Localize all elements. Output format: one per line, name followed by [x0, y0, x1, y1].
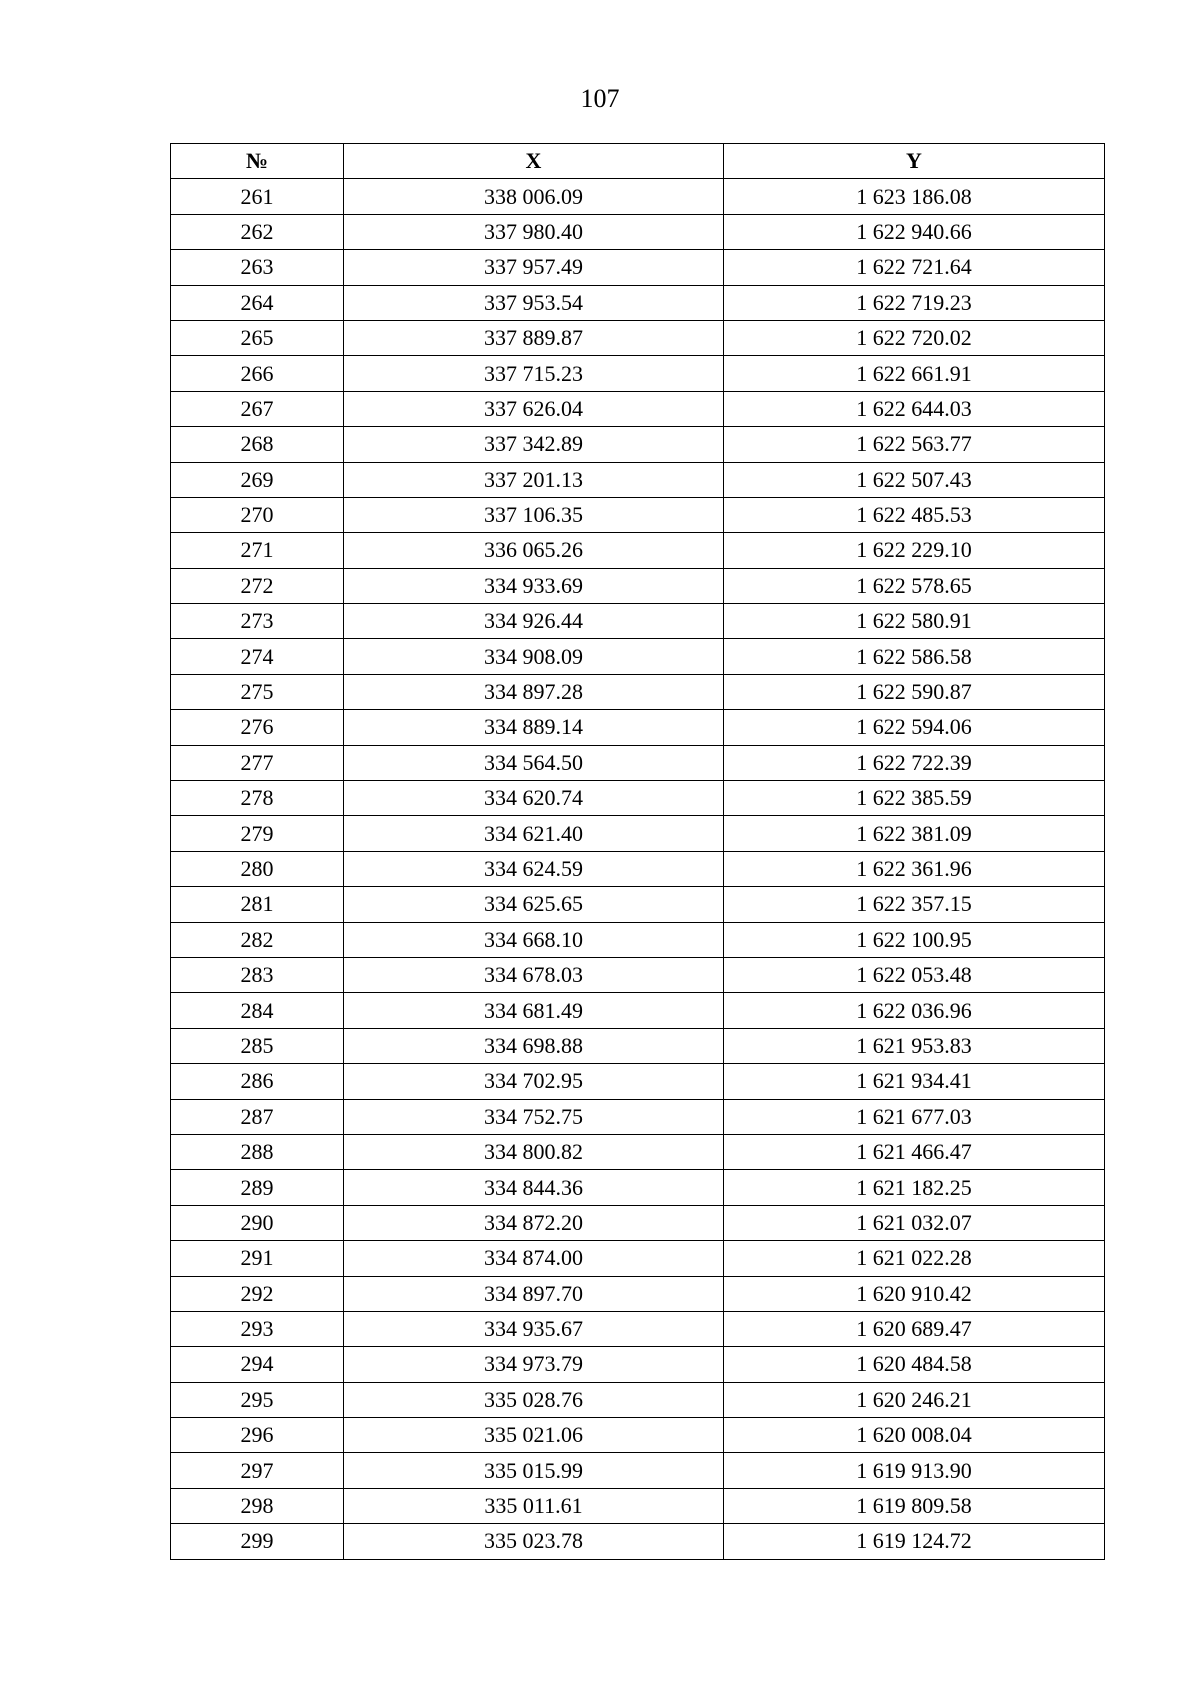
- cell-y: 1 621 466.47: [724, 1134, 1105, 1169]
- cell-x: 334 681.49: [344, 993, 724, 1028]
- cell-x: 334 625.65: [344, 887, 724, 922]
- cell-x: 334 874.00: [344, 1241, 724, 1276]
- cell-x: 334 872.20: [344, 1205, 724, 1240]
- cell-y: 1 621 934.41: [724, 1064, 1105, 1099]
- cell-number: 288: [171, 1134, 344, 1169]
- table-row: [171, 710, 1105, 745]
- table-row: [171, 568, 1105, 603]
- cell-number: 282: [171, 922, 344, 957]
- table-row: [171, 1311, 1105, 1346]
- table-row: [171, 957, 1105, 992]
- header-x: X: [344, 144, 724, 179]
- cell-x: 334 800.82: [344, 1134, 724, 1169]
- cell-y: 1 622 507.43: [724, 462, 1105, 497]
- table-header-row: [171, 144, 1105, 179]
- cell-y: 1 622 053.48: [724, 957, 1105, 992]
- table-row: [171, 1205, 1105, 1240]
- table-row: [171, 1134, 1105, 1169]
- cell-y: 1 622 721.64: [724, 250, 1105, 285]
- cell-y: 1 621 182.25: [724, 1170, 1105, 1205]
- cell-x: 335 021.06: [344, 1418, 724, 1453]
- cell-number: 262: [171, 214, 344, 249]
- cell-x: 337 953.54: [344, 285, 724, 320]
- cell-number: 285: [171, 1028, 344, 1063]
- cell-x: 337 889.87: [344, 320, 724, 355]
- cell-x: 334 889.14: [344, 710, 724, 745]
- cell-y: 1 622 385.59: [724, 781, 1105, 816]
- cell-y: 1 622 720.02: [724, 320, 1105, 355]
- cell-y: 1 620 008.04: [724, 1418, 1105, 1453]
- cell-y: 1 621 022.28: [724, 1241, 1105, 1276]
- coordinates-table: [170, 143, 1105, 1560]
- table-row: [171, 1382, 1105, 1417]
- cell-x: 335 023.78: [344, 1524, 724, 1559]
- cell-number: 273: [171, 604, 344, 639]
- cell-number: 287: [171, 1099, 344, 1134]
- cell-x: 335 015.99: [344, 1453, 724, 1488]
- cell-x: 334 698.88: [344, 1028, 724, 1063]
- cell-number: 269: [171, 462, 344, 497]
- cell-number: 274: [171, 639, 344, 674]
- table-row: [171, 1241, 1105, 1276]
- cell-number: 293: [171, 1311, 344, 1346]
- table-row: [171, 391, 1105, 426]
- cell-number: 297: [171, 1453, 344, 1488]
- cell-y: 1 622 590.87: [724, 674, 1105, 709]
- table-row: [171, 1488, 1105, 1523]
- cell-y: 1 620 246.21: [724, 1382, 1105, 1417]
- table-row: [171, 250, 1105, 285]
- cell-x: 334 702.95: [344, 1064, 724, 1099]
- cell-number: 270: [171, 497, 344, 532]
- cell-x: 337 980.40: [344, 214, 724, 249]
- cell-y: 1 622 357.15: [724, 887, 1105, 922]
- cell-y: 1 622 719.23: [724, 285, 1105, 320]
- header-number: №: [171, 144, 344, 179]
- cell-number: 290: [171, 1205, 344, 1240]
- table-row: [171, 356, 1105, 391]
- cell-y: 1 622 586.58: [724, 639, 1105, 674]
- table-row: [171, 781, 1105, 816]
- table-row: [171, 816, 1105, 851]
- cell-number: 298: [171, 1488, 344, 1523]
- cell-number: 277: [171, 745, 344, 780]
- cell-x: 336 065.26: [344, 533, 724, 568]
- table-row: [171, 1276, 1105, 1311]
- cell-x: 335 011.61: [344, 1488, 724, 1523]
- cell-number: 276: [171, 710, 344, 745]
- cell-number: 283: [171, 957, 344, 992]
- cell-x: 337 626.04: [344, 391, 724, 426]
- table-row: [171, 1524, 1105, 1559]
- cell-y: 1 621 032.07: [724, 1205, 1105, 1240]
- cell-number: 275: [171, 674, 344, 709]
- cell-number: 278: [171, 781, 344, 816]
- cell-x: 334 844.36: [344, 1170, 724, 1205]
- cell-y: 1 619 913.90: [724, 1453, 1105, 1488]
- table-row: [171, 993, 1105, 1028]
- cell-number: 261: [171, 179, 344, 214]
- cell-number: 295: [171, 1382, 344, 1417]
- page-number: 107: [580, 84, 620, 113]
- cell-x: 334 678.03: [344, 957, 724, 992]
- cell-y: 1 619 124.72: [724, 1524, 1105, 1559]
- cell-y: 1 622 100.95: [724, 922, 1105, 957]
- cell-x: 334 933.69: [344, 568, 724, 603]
- cell-number: 266: [171, 356, 344, 391]
- cell-number: 289: [171, 1170, 344, 1205]
- table-row: [171, 1028, 1105, 1063]
- cell-y: 1 621 677.03: [724, 1099, 1105, 1134]
- cell-x: 334 752.75: [344, 1099, 724, 1134]
- cell-y: 1 620 910.42: [724, 1276, 1105, 1311]
- cell-x: 334 973.79: [344, 1347, 724, 1382]
- table-row: [171, 745, 1105, 780]
- cell-number: 299: [171, 1524, 344, 1559]
- cell-x: 338 006.09: [344, 179, 724, 214]
- cell-number: 264: [171, 285, 344, 320]
- cell-y: 1 622 580.91: [724, 604, 1105, 639]
- cell-y: 1 620 689.47: [724, 1311, 1105, 1346]
- cell-number: 279: [171, 816, 344, 851]
- cell-y: 1 622 644.03: [724, 391, 1105, 426]
- cell-y: 1 622 381.09: [724, 816, 1105, 851]
- cell-number: 281: [171, 887, 344, 922]
- cell-x: 337 201.13: [344, 462, 724, 497]
- header-y: Y: [724, 144, 1105, 179]
- cell-x: 334 897.28: [344, 674, 724, 709]
- cell-y: 1 623 186.08: [724, 179, 1105, 214]
- table-row: [171, 179, 1105, 214]
- cell-x: 334 908.09: [344, 639, 724, 674]
- table-row: [171, 922, 1105, 957]
- table-row: [171, 427, 1105, 462]
- table-row: [171, 639, 1105, 674]
- table-row: [171, 320, 1105, 355]
- table-row: [171, 604, 1105, 639]
- cell-y: 1 622 036.96: [724, 993, 1105, 1028]
- cell-y: 1 622 563.77: [724, 427, 1105, 462]
- table-row: [171, 674, 1105, 709]
- cell-number: 271: [171, 533, 344, 568]
- table-row: [171, 1347, 1105, 1382]
- table-row: [171, 851, 1105, 886]
- cell-number: 286: [171, 1064, 344, 1099]
- cell-number: 280: [171, 851, 344, 886]
- table-row: [171, 1418, 1105, 1453]
- table-body: [171, 179, 1105, 1559]
- cell-number: 268: [171, 427, 344, 462]
- cell-y: 1 622 361.96: [724, 851, 1105, 886]
- cell-x: 334 620.74: [344, 781, 724, 816]
- cell-y: 1 621 953.83: [724, 1028, 1105, 1063]
- cell-y: 1 622 661.91: [724, 356, 1105, 391]
- table-row: [171, 1099, 1105, 1134]
- table-row: [171, 1064, 1105, 1099]
- table-row: [171, 533, 1105, 568]
- cell-x: 337 715.23: [344, 356, 724, 391]
- cell-x: 335 028.76: [344, 1382, 724, 1417]
- table-row: [171, 497, 1105, 532]
- cell-x: 334 935.67: [344, 1311, 724, 1346]
- cell-x: 334 621.40: [344, 816, 724, 851]
- cell-number: 296: [171, 1418, 344, 1453]
- cell-y: 1 622 940.66: [724, 214, 1105, 249]
- cell-y: 1 622 722.39: [724, 745, 1105, 780]
- cell-y: 1 620 484.58: [724, 1347, 1105, 1382]
- cell-number: 265: [171, 320, 344, 355]
- cell-y: 1 622 485.53: [724, 497, 1105, 532]
- cell-y: 1 622 578.65: [724, 568, 1105, 603]
- table-row: [171, 285, 1105, 320]
- cell-number: 263: [171, 250, 344, 285]
- table-row: [171, 214, 1105, 249]
- cell-x: 334 564.50: [344, 745, 724, 780]
- cell-number: 272: [171, 568, 344, 603]
- table-row: [171, 887, 1105, 922]
- cell-number: 267: [171, 391, 344, 426]
- cell-x: 337 342.89: [344, 427, 724, 462]
- cell-number: 291: [171, 1241, 344, 1276]
- table-row: [171, 1453, 1105, 1488]
- cell-x: 334 624.59: [344, 851, 724, 886]
- table-row: [171, 1170, 1105, 1205]
- cell-x: 334 897.70: [344, 1276, 724, 1311]
- cell-y: 1 619 809.58: [724, 1488, 1105, 1523]
- table-row: [171, 462, 1105, 497]
- cell-number: 294: [171, 1347, 344, 1382]
- cell-x: 337 106.35: [344, 497, 724, 532]
- cell-y: 1 622 594.06: [724, 710, 1105, 745]
- cell-x: 337 957.49: [344, 250, 724, 285]
- cell-number: 284: [171, 993, 344, 1028]
- cell-x: 334 926.44: [344, 604, 724, 639]
- cell-x: 334 668.10: [344, 922, 724, 957]
- cell-y: 1 622 229.10: [724, 533, 1105, 568]
- cell-number: 292: [171, 1276, 344, 1311]
